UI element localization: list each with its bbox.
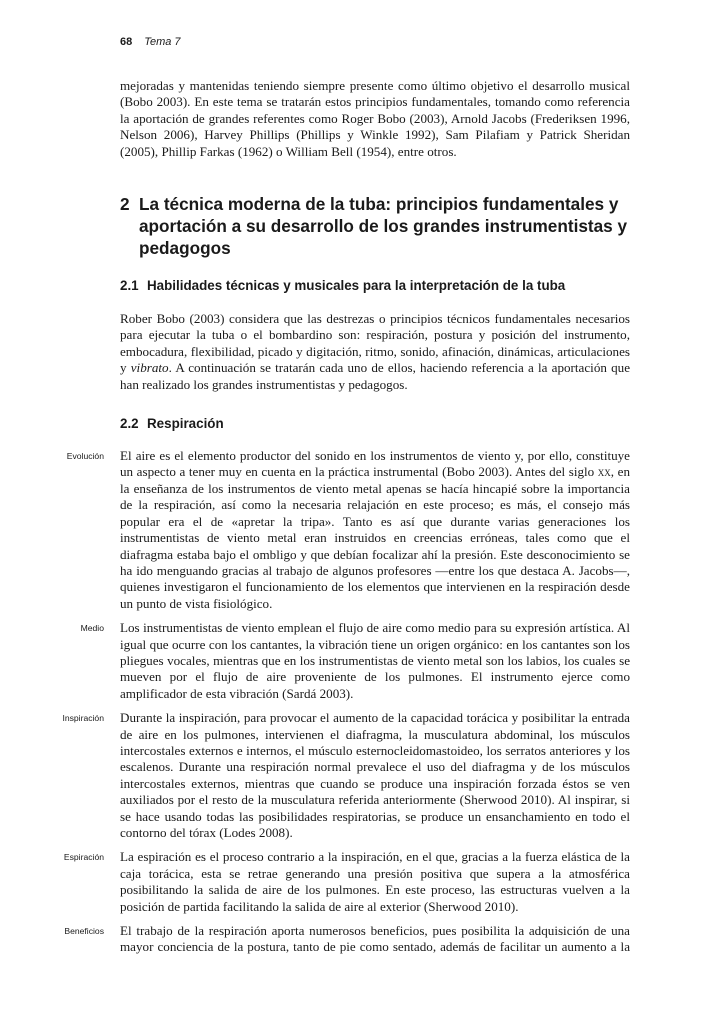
running-header [120,36,181,48]
section-2-1-paragraph [120,311,630,393]
block-medio [80,620,630,702]
paragraph-evolucion: El aire es el elemento productor del sonido en los instrumentos de viento y, por ello, constituye un aspecto a tener muy en cuenta en la práctica instrumental (Bobo 2003). Antes del siglo xx, en la enseñanza de los instrumentos de viento metal apenas se hacía hincapié sobre la importancia de la respiración, así como la necesaria relajación en este proceso; es más, el consejo más popular era el de «apretar la tripa». Tanto es así que durante varias generaciones los instrumentistas de viento metal eran instruidos en creencias erróneas, tales como que el diafragma estaba bajo el ombligo y que debían focalizar ahí la presión. Este desconocimiento se ha ido menguando gracias al trabajo de algunos profesores —entre los que destaca A. Jacobs—, quienes investigaron el funcionamiento de los elementos que intervienen en la respiración desde un punto de vista fisiológico. [120,448,630,611]
section-2-1-vibrato: vibrato [130,360,169,376]
paragraph-medio: Los instrumentistas de viento emplean el flujo de aire como medio para su expresión artística. Al igual que ocurre con los cantantes, la vibración tiene un origen orgánico: en los cantantes son los pliegues vocales, mientras que en los instrumentistas de viento metal son los labios, los cuales se mueven por el flujo de aire proveniente de los pulmones. El instrumento ejerce como amplificador de esta vibración (Sardá 2003). [120,620,630,701]
section-2-2-title: Respiración [147,416,224,432]
margin-note-beneficios: Beneficios [64,926,104,937]
block-espiracion [63,849,630,915]
section-2-1-heading [120,277,630,294]
section-2-1-text-b: . A continuación se tratarán cada uno de ellos, haciendo referencia a la aportación que han realizado los grandes instrumentistas y pedagogos. [120,360,631,392]
section-2-2-number: 2.2 [120,416,139,432]
running-title: Tema 7 [144,36,181,48]
section-2-1-number: 2.1 [120,278,139,294]
page-body [62,78,631,956]
section-2-number: 2 [120,194,130,215]
margin-note-medio: Medio [80,623,104,634]
margin-note-evolucion: Evolución [66,451,104,462]
page-number: 68 [120,36,133,48]
section-2-title: La técnica moderna de la tuba: principios fundamentales y aportación a su desarrollo de los grandes instrumentistas y pedagogos [139,194,628,259]
section-2-2-heading [120,415,630,432]
paragraph-espiracion: La espiración es el proceso contrario a la inspiración, en el que, gracias a la fuerza elástica de la caja torácica, esta se retrae generando una presión positiva que supera a la atmosférica posibilitando la salida de aire de los pulmones. En este proceso, las estructuras vuelven a la posición de partida facilitando la salida de aire al exterior (Sherwood 2010). [120,849,630,914]
block-inspiracion [62,710,630,841]
siglo-xx: xx [597,464,611,480]
intro-paragraph: mejoradas y mantenidas teniendo siempre presente como último objetivo el desarrollo musical (Bobo 2003). En este tema se tratarán estos principios fundamentales, tomando como referencia la aportación de grandes referentes como Roger Bobo (2003), Arnold Jacobs (Frederiksen 1996, Nelson 2006), Harvey Phillips (Phillips y Winkle 1992), Sam Pilafiam y Patrick Sheridan (2005), Phillip Farkas (1962) o William Bell (1954), entre otros. [120,78,630,159]
block-evolucion [66,448,630,612]
margin-note-inspiracion: Inspiración [62,713,104,724]
paragraph-inspiracion: Durante la inspiración, para provocar el aumento de la capacidad torácica y posibilitar la entrada de aire en los pulmones, intervienen el diafragma, la musculatura abdominal, los músculos intercostales externos e internos, el músculo esternocleidomastoideo, los serratos anteriores y los escalenos. Durante una respiración normal prevalece el uso del diafragma y de los músculos intercostales externos, mientras que cuando se produce una inspiración forzada éstos se ven auxiliados por el resto de la musculatura referida anteriormente (Sherwood 2010). Al inspirar, si se hace usando todas las posibilidades respiratorias, se produce un ensanchamiento en todo el contorno del tórax (Lodes 2008). [120,710,630,840]
block-beneficios [64,923,630,956]
section-2-1-title: Habilidades técnicas y musicales para la interpretación de la tuba [147,278,566,294]
margin-note-espiracion: Espiración [63,852,104,863]
section-2-heading [120,193,630,259]
paragraph-beneficios: El trabajo de la respiración aporta numerosos beneficios, pues posibilita la adquisición de una mayor conciencia de la postura, tanto de pie como sentado, además de facilitar un aumento a la [120,923,630,955]
section-2-1-text-a: Rober Bobo (2003) considera que las destrezas o principios técnicos fundamentales necesarios para ejecutar la tuba o el bombardino son: respiración, postura y posición del instrumento, embocadura, flexibilidad, picado y digitación, ritmo, sonido, afinación, dinámicas, articulaciones y [120,311,630,376]
